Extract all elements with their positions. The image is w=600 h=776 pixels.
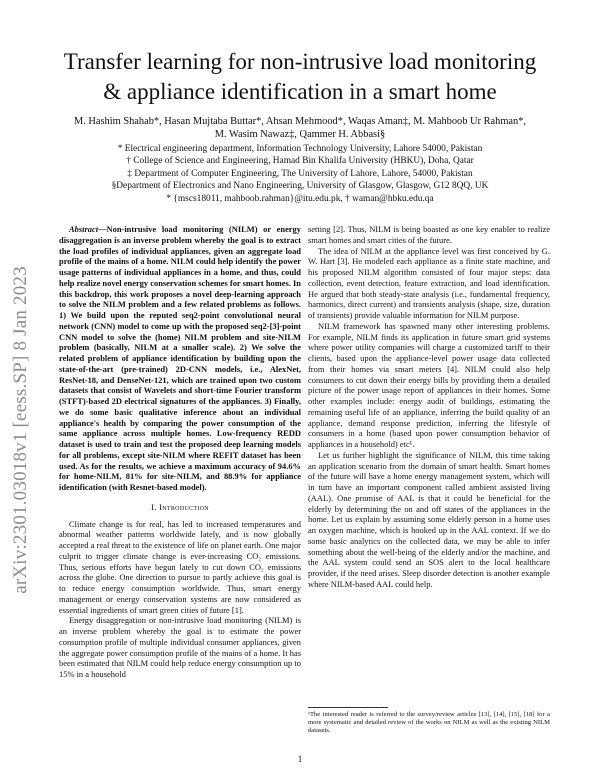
affiliation-uol: ‡ Department of Computer Engineering, The University of Lahore, Lahore, 54000, Pakistan [127,168,473,179]
affiliation-hbku: † College of Science and Engineering, Hamad Bin Khalifa University (HBKU), Doha, Qatar [126,156,474,167]
footnote-text: ¹The interested reader is referred to the survey/review articles [13], [14], [15], [18] for a more systematic and detailed review of the works on NILM as well as the existing NILM datasets. [308,711,550,735]
abstract-label: Abstract [69,224,99,234]
paper-title [40,47,560,107]
arxiv-sidebar-stamp [6,266,36,594]
section-heading-introduction: I. Introduction [151,501,209,512]
footnote [308,707,550,736]
intro-paragraph-2: Energy disaggregation or non-intrusive load monitoring (NILM) is an inverse problem whereby the goal is to estimate the power consumption profile of multiple individual consumer appliances, given the aggregate power consumption profile of the mains of a home. It has been estimated that NILM could help reduce energy consumption up to 15% in a household [59,615,301,679]
author-emails: * {mscs18011, mahboob.rahman}@itu.edu.pk, † waman@hbku.edu.qa [166,193,434,204]
title-line-1: Transfer learning for non-intrusive load monitoring [63,49,537,74]
right-column [308,224,550,590]
affiliation-itu: * Electrical engineering department, Information Technology University, Lahore 54000, Pakistan [117,144,483,154]
affiliations [60,143,540,205]
left-column [59,224,301,680]
page-number: 1 [297,754,303,764]
arxiv-identifier: arXiv:2301.03018v1 [eess.SP] 8 Jan 2023 [10,266,32,594]
abstract [59,224,301,493]
intro-paragraph-5: Let us further highlight the significance of NILM, this time taking an application scenario from the domain of smart health. Smart homes of the future will have a home energy management system, which will in turn have an important component called ambient assisted living (AAL). One promise of AAL is that it could be beneficial for the elderly by determining the on and off states of the appliances in the home. Let us explain by assuming some elderly person in a home uses an oxygen machine, which is hooked up in the AAL context. If we do some basic analytics on the collected data, we may be able to infer something about the well-being of the elderly and/or the machine, and the AAL system could send an SOS alert to the local healthcare provider, if the need arises. Sleep disorder detection is another example where NILM-based AAL could help. [308,449,550,589]
intro-paragraph-2-continued: setting [2]. Thus, NILM is being boasted as one key enabler to realize smart homes and smart cities of the future. [308,224,550,245]
intro-paragraph-3: The idea of NILM at the appliance level was first conceived by G. W. Hart [3]. He modeled each appliance as a finite state machine, and his proposed NILM algorithm consisted of four major steps: data collection, event detection, feature extraction, and load identification. He argued that both steady-state analysis (i.e., fundamental frequency, harmonics, direct current) and transients analysis (shape, size, duration of transients) provide valuable information for NILM purpose. [308,245,550,320]
intro-paragraph-1: Climate change is for real, has led to increased temperatures and abnormal weather patterns worldwide lately, and is now globally accepted a real threat to the existence of life on planet earth. One major culprit to trigger climate change is ever-increasing CO₂ emissions. Thus, serious efforts have begun lately to cut down CO₂ emissions across the globe. One direction to pursue to partly achieve this goal is to reduce energy consumption worldwide. Thus, smart energy management or energy conservation systems are now considered as essential ingredients of smart green cities of future [1]. [59,518,301,615]
author-list [60,115,540,141]
footnote-rule [308,707,388,708]
title-line-2: & appliance identification in a smart home [103,79,497,104]
intro-paragraph-4: NILM framework has spawned many other interesting problems. For example, NILM finds its application in future smart grid systems where power utility companies will charge a customized tariff to their clients, based upon the appliance-level power usage data collected from their homes via smart meters [4]. NILM could also help consumers to cut down their energy bills by providing them a detailed picture of the power usage report of appliances in their homes. Some other examples include: energy audit of buildings, estimating the remaining useful life of an appliance, inferring the build quality of an appliance, demand response prediction, inferring the lifestyle of consumers in a home (based upon power consumption behavior of appliances in a household) etc¹. [308,320,550,449]
authors-line-2: M. Wasim Nawaz‡, Qammer H. Abbasi§ [214,129,386,140]
affiliation-glasgow: §Department of Electronics and Nano Engineering, University of Glasgow, Glasgow, G12 8QQ, UK [111,181,489,192]
abstract-text: —Non-intrusive load monitoring (NILM) or energy disaggregation is an inverse problem whereby the goal is to extract the load profiles of individual appliances, given an aggregate load profile of the mains of a home. NILM could help identify the power usage patterns of individual appliances in a home, and thus, could help realize novel energy conservation schemes for smart homes. In this backdrop, this work proposes a novel deep-learning approach to solve the NILM problem and a few related problems as follows. 1) We build upon the reputed seq2-point convolutional neural network (CNN) model to come up with the proposed seq2-[3]-point CNN model to solve the (home) NILM problem and site-NILM problem (basically, NILM at a smaller scale). 2) We solve the related problem of appliance identification by building upon the state-of-the-art (pre-trained) 2D-CNN models, i.e., AlexNet, ResNet-18, and DenseNet-121, which are trained upon two custom datasets that consist of Wavelets and short-time Fourier transform (STFT)-based 2D electrical signatures of the appliances. 3) Finally, we do some basic qualitative inference about an individual appliance's health by comparing the power consumption of the same appliance across multiple homes. Low-frequency REDD dataset is used to train and test the proposed deep learning models for all problems, except site-NILM where REFIT dataset has been used. As for the results, we achieve a maximum accuracy of 94.6% for home-NILM, 81% for site-NILM, and 88.9% for appliance identification (with Resnet-based model). [59,224,301,492]
authors-line-1: M. Hashim Shahab*, Hasan Mujtaba Buttar*, Ahsan Mehmood*, Waqas Aman‡, M. Mahboob Ur Rahman*, [73,116,527,127]
